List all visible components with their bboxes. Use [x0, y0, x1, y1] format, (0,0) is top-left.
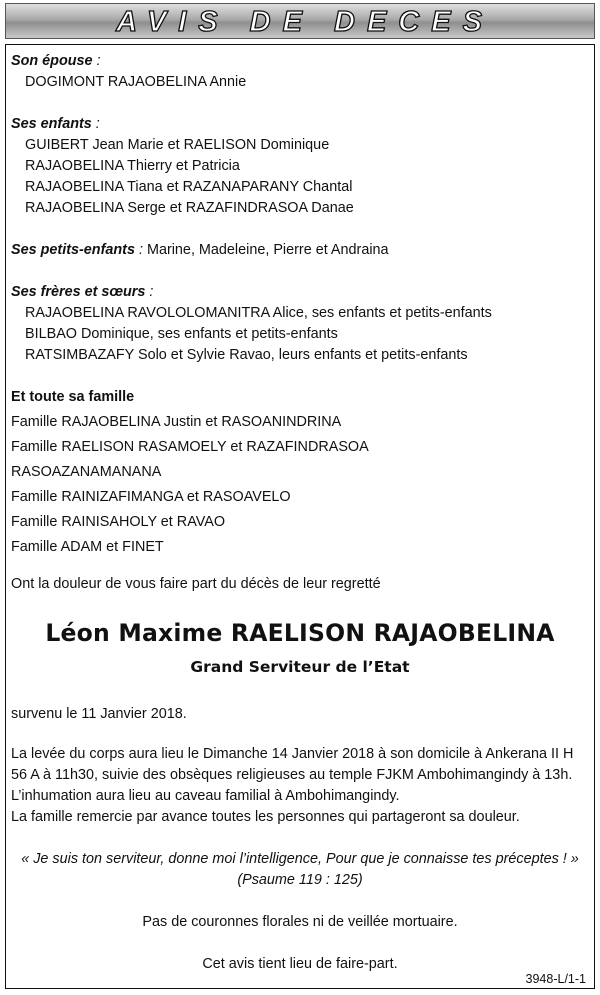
no-flowers-note: Pas de couronnes florales ni de veillée mortuaire. [142, 914, 458, 930]
family-line: RASOAZANAMANANA [11, 464, 162, 480]
family-line: Famille RAJAOBELINA Justin et RASOANINDRINA [11, 414, 342, 430]
siblings-heading: Ses frères et sœurs [11, 284, 146, 300]
children-heading-line [11, 115, 100, 133]
children-sep: : [91, 116, 100, 132]
children-heading: Ses enfants [11, 116, 92, 132]
reference-code: 3948-L/1-1 [525, 972, 586, 986]
spouse-name: DOGIMONT RAJAOBELINA Annie [25, 74, 247, 90]
grandchildren-sep: : [134, 242, 143, 258]
spouse-sep: : [92, 53, 101, 69]
announcement-line: Ont la douleur de vous faire part du décès de leur regretté [11, 576, 381, 592]
spouse-heading-line [11, 52, 101, 70]
child-line: RAJAOBELINA Serge et RAZAFINDRASOA Danae [25, 200, 354, 216]
bible-reference: (Psaume 119 : 125) [237, 872, 363, 888]
deceased-title: Grand Serviteur de l’Etat [190, 658, 410, 676]
deceased-name: Léon Maxime RAELISON RAJAOBELINA [45, 619, 555, 647]
siblings-heading-line [11, 283, 153, 301]
child-line: RAJAOBELINA Tiana et RAZANAPARANY Chantal [25, 179, 353, 195]
child-line: RAJAOBELINA Thierry et Patricia [25, 158, 240, 174]
header-banner [5, 3, 595, 39]
death-date-line: survenu le 11 Janvier 2018. [11, 706, 187, 722]
family-line: Famille RAELISON RASAMOELY et RAZAFINDRASOA [11, 439, 369, 455]
closing-note: Cet avis tient lieu de faire-part. [202, 956, 398, 972]
details-line: La levée du corps aura lieu le Dimanche 14 Janvier 2018 à son domicile à Ankerana II H [11, 746, 574, 762]
sibling-line: BILBAO Dominique, ses enfants et petits-enfants [25, 326, 338, 342]
grandchildren-names: Marine, Madeleine, Pierre et Andraina [142, 242, 389, 258]
sibling-line: RATSIMBAZAFY Solo et Sylvie Ravao, leurs enfants et petits-enfants [25, 347, 468, 363]
details-line: La famille remercie par avance toutes les personnes qui partageront sa douleur. [11, 809, 520, 825]
family-line: Famille RAINIZAFIMANGA et RASOAVELO [11, 489, 291, 505]
family-line: Famille ADAM et FINET [11, 539, 164, 555]
siblings-sep: : [145, 284, 154, 300]
details-line: L’inhumation aura lieu au caveau familial à Ambohimangindy. [11, 788, 400, 804]
sibling-line: RAJAOBELINA RAVOLOLOMANITRA Alice, ses enfants et petits-enfants [25, 305, 492, 321]
details-line: 56 A à 11h30, suivie des obsèques religieuses au temple FJKM Ambohimangindy à 13h. [11, 767, 573, 783]
family-heading: Et toute sa famille [11, 389, 135, 405]
page-title: AVIS DE DECES [116, 6, 494, 38]
grandchildren-heading: Ses petits-enfants [11, 242, 135, 258]
bible-quote: « Je suis ton serviteur, donne moi l’intelligence, Pour que je connaisse tes préceptes ! » [21, 851, 579, 867]
spouse-heading: Son épouse [11, 53, 93, 69]
family-line: Famille RAINISAHOLY et RAVAO [11, 514, 226, 530]
grandchildren-line [11, 241, 389, 259]
child-line: GUIBERT Jean Marie et RAELISON Dominique [25, 137, 330, 153]
